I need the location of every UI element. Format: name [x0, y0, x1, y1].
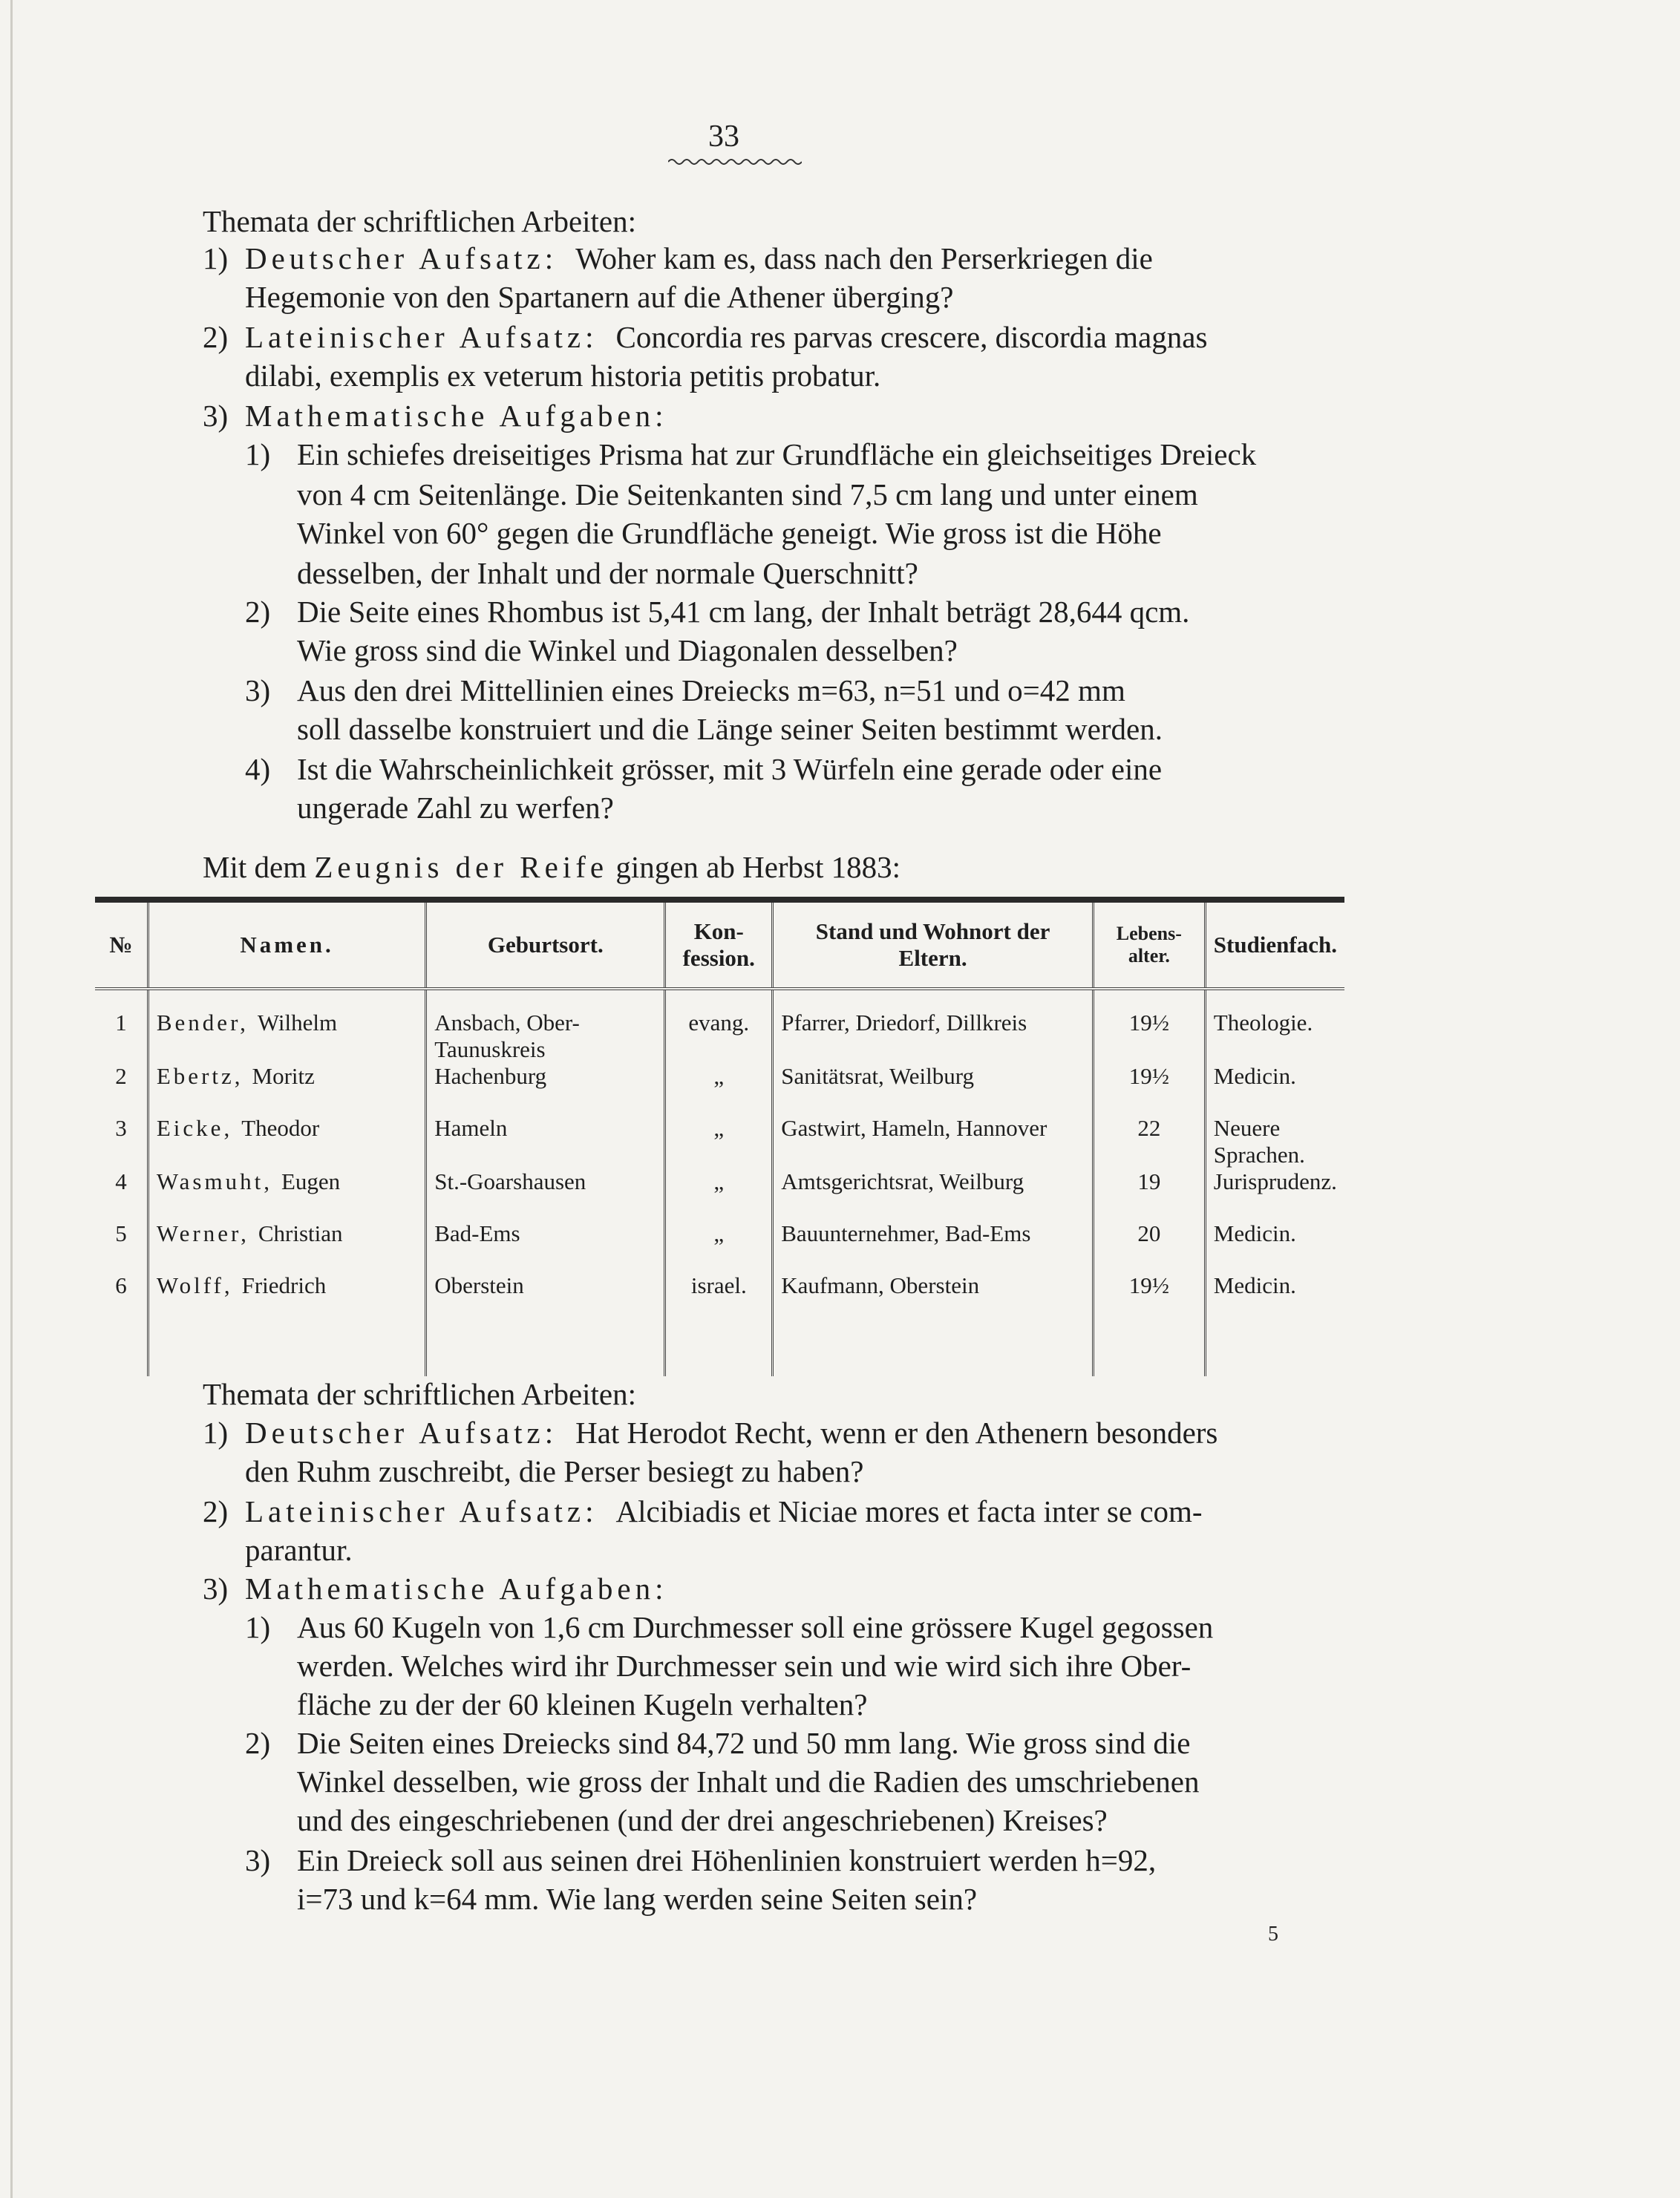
cell-birthplace: St.-Goarshausen: [426, 1168, 665, 1220]
col-nr: №: [95, 900, 148, 989]
cell-parents: Bauunternehmer, Bad-Ems: [773, 1220, 1094, 1272]
table-row: [95, 1168, 1344, 1220]
cell-age: 20: [1093, 1220, 1205, 1272]
cell-birthplace: Hachenburg: [426, 1063, 665, 1115]
table-row: [95, 989, 1344, 1063]
section1-item-number: 2): [203, 320, 229, 354]
cell-subject: Theologie.: [1205, 989, 1344, 1063]
section1-task-continuation: Wie gross sind die Winkel und Diagonalen desselben?: [297, 633, 958, 667]
cell-name: [148, 1168, 425, 1220]
cell-birthplace: Ansbach, Ober-Taunuskreis: [426, 989, 665, 1063]
section1-item-text: Concordia res parvas crescere, discordia magnas: [615, 320, 1208, 354]
cell-surname: Werner,: [156, 1220, 249, 1246]
section2-task-text: Aus 60 Kugeln von 1,6 cm Durchmesser soll eine grössere Kugel gegossen: [297, 1610, 1214, 1644]
section1-task-text: Aus den drei Mittellinien eines Dreiecks m=63, n=51 und o=42 mm: [297, 673, 1125, 707]
cell-surname: Wolff,: [156, 1272, 233, 1298]
cell-name: [148, 1272, 425, 1324]
empty-cell: [148, 1324, 425, 1376]
cell-surname: Ebertz,: [156, 1063, 243, 1089]
section2-item-continuation: parantur.: [245, 1533, 353, 1567]
cell-age: 19½: [1093, 989, 1205, 1063]
empty-cell: [426, 1324, 665, 1376]
cell-subject: Jurisprudenz.: [1205, 1168, 1344, 1220]
cell-birthplace: Hameln: [426, 1115, 665, 1168]
section1-item-label: Mathematische Aufgaben:: [245, 399, 668, 433]
section2-task-continuation: werden. Welches wird ihr Durchmesser sein und wie wird sich ihre Ober-: [297, 1649, 1192, 1683]
cell-given-name: Christian: [258, 1220, 343, 1246]
section1-item: [245, 243, 1153, 274]
cell-parents: Kaufmann, Oberstein: [773, 1272, 1094, 1324]
section1-task-number: 2): [245, 595, 271, 629]
section1-item-label: Deutscher Aufsatz:: [245, 241, 558, 275]
cell-confession: israel.: [665, 1272, 773, 1324]
section1-task-continuation: Winkel von 60° gegen die Grundfläche geneigt. Wie gross ist die Höhe: [297, 516, 1162, 550]
cell-given-name: Wilhelm: [257, 1010, 338, 1036]
section2-task-text: Die Seiten eines Dreiecks sind 84,72 und 50 mm lang. Wie gross sind die: [297, 1726, 1191, 1760]
cell-given-name: Eugen: [281, 1168, 341, 1194]
section2-task-continuation: i=73 und k=64 mm. Wie lang werden seine Seiten sein?: [297, 1882, 978, 1916]
intro-post: gingen ab Herbst 1883:: [615, 850, 901, 884]
section2-item-continuation: den Ruhm zuschreibt, die Perser besiegt zu haben?: [245, 1454, 864, 1488]
section2-item-label: Mathematische Aufgaben:: [245, 1571, 668, 1606]
cell-subject: Neuere Sprachen.: [1205, 1115, 1344, 1168]
cell-confession: „: [665, 1063, 773, 1115]
section2-item-label: Deutscher Aufsatz:: [245, 1416, 558, 1450]
section2-task-number: 3): [245, 1843, 271, 1877]
section2-item-text: Alcibiadis et Niciae mores et facta inter se com-: [615, 1494, 1203, 1528]
section1-item: [245, 401, 668, 431]
section2-task-text: Ein Dreieck soll aus seinen drei Höhenlinien konstruiert werden h=92,: [297, 1843, 1157, 1877]
table-row: [95, 1272, 1344, 1324]
table-body: [95, 989, 1344, 1376]
cell-name: [148, 1063, 425, 1115]
cell-parents: Gastwirt, Hameln, Hannover: [773, 1115, 1094, 1168]
section1-task-continuation: soll dasselbe konstruiert und die Länge seiner Seiten bestimmt werden.: [297, 712, 1163, 746]
col-name: Namen.: [148, 900, 425, 989]
cell-surname: Eicke,: [156, 1115, 233, 1141]
section2-heading: Themata der schriftlichen Arbeiten:: [203, 1377, 637, 1411]
cell-age: 19: [1093, 1168, 1205, 1220]
signature-mark: 5: [1268, 1923, 1278, 1946]
section2-task-continuation: und des eingeschriebenen (und der drei angeschriebenen) Kreises?: [297, 1803, 1108, 1837]
cell-birthplace: Bad-Ems: [426, 1220, 665, 1272]
cell-given-name: Theodor: [241, 1115, 320, 1141]
section2-item-number: 3): [203, 1571, 229, 1606]
section1-task-text: Ist die Wahrscheinlichkeit grösser, mit 3 Würfeln eine gerade oder eine: [297, 752, 1163, 786]
cell-parents: Sanitätsrat, Weilburg: [773, 1063, 1094, 1115]
cell-subject: Medicin.: [1205, 1063, 1344, 1115]
cell-surname: Wasmuht,: [156, 1168, 272, 1194]
empty-cell: [95, 1324, 148, 1376]
section2-task-continuation: fläche zu der der 60 kleinen Kugeln verhalten?: [297, 1687, 868, 1721]
page-number: 33: [708, 120, 739, 154]
section1-task-text: Die Seite eines Rhombus ist 5,41 cm lang, der Inhalt beträgt 28,644 qcm.: [297, 595, 1190, 629]
cell-given-name: Friedrich: [241, 1272, 327, 1298]
section1-item-text: Woher kam es, dass nach den Perserkriegen die: [575, 241, 1153, 275]
section1-task-number: 1): [245, 437, 271, 471]
table-row: [95, 1115, 1344, 1168]
cell-nr: 5: [115, 1220, 127, 1246]
section1-task-number: 4): [245, 752, 271, 786]
cell-parents: Pfarrer, Driedorf, Dillkreis: [773, 989, 1094, 1063]
graduates-table: [95, 897, 1344, 1376]
cell-surname: Bender,: [156, 1010, 249, 1036]
section2-task-number: 1): [245, 1610, 271, 1644]
cell-nr: 2: [115, 1063, 127, 1089]
section1-item: [245, 322, 1207, 353]
section1-task-continuation: von 4 cm Seitenlänge. Die Seitenkanten sind 7,5 cm lang und unter einem: [297, 477, 1198, 511]
table-header-row: [95, 900, 1344, 989]
empty-cell: [773, 1324, 1094, 1376]
cell-age: 22: [1093, 1115, 1205, 1168]
cell-confession: „: [665, 1220, 773, 1272]
graduates-intro: [203, 852, 901, 883]
col-confession: Kon-fession.: [665, 900, 773, 989]
section2-item-number: 2): [203, 1494, 229, 1528]
section2-item: [245, 1494, 1203, 1528]
cell-age: 19½: [1093, 1272, 1205, 1324]
page-number-ornament: [668, 157, 802, 166]
cell-nr: 3: [115, 1115, 127, 1141]
empty-cell: [1205, 1324, 1344, 1376]
section1-item-label: Lateinischer Aufsatz:: [245, 320, 598, 354]
section2-item-text: Hat Herodot Recht, wenn er den Athenern besonders: [575, 1416, 1218, 1450]
section1-heading: Themata der schriftlichen Arbeiten:: [203, 204, 637, 238]
cell-age: 19½: [1093, 1063, 1205, 1115]
section1-item-continuation: Hegemonie von den Spartanern auf die Athener überging?: [245, 280, 954, 314]
cell-nr: 4: [115, 1168, 127, 1194]
cell-confession: evang.: [665, 989, 773, 1063]
cell-nr: 6: [115, 1272, 127, 1298]
cell-nr: 1: [115, 1010, 127, 1036]
section1-item-continuation: dilabi, exemplis ex veterum historia petitis probatur.: [245, 359, 881, 393]
section2-task-continuation: Winkel desselben, wie gross der Inhalt und die Radien des umschriebenen: [297, 1764, 1200, 1799]
section1-item-number: 3): [203, 399, 229, 433]
section2-item-label: Lateinischer Aufsatz:: [245, 1494, 598, 1528]
section1-task-continuation: desselben, der Inhalt und der normale Querschnitt?: [297, 556, 918, 590]
col-subject: Studienfach.: [1205, 900, 1344, 989]
section1-item-number: 1): [203, 241, 229, 275]
empty-cell: [665, 1324, 773, 1376]
cell-name: [148, 1220, 425, 1272]
section2-item: [245, 1418, 1217, 1448]
col-parents: Stand und Wohnort der Eltern.: [773, 900, 1094, 989]
section2-item-number: 1): [203, 1416, 229, 1450]
cell-birthplace: Oberstein: [426, 1272, 665, 1324]
table-row: [95, 1063, 1344, 1115]
section2-task-number: 2): [245, 1726, 271, 1760]
table-spacer-row: [95, 1324, 1344, 1376]
empty-cell: [1093, 1324, 1205, 1376]
col-birthplace: Geburtsort.: [426, 900, 665, 989]
cell-subject: Medicin.: [1205, 1272, 1344, 1324]
cell-parents: Amtsgerichtsrat, Weilburg: [773, 1168, 1094, 1220]
table-row: [95, 1220, 1344, 1272]
intro-spaced: Zeugnis der Reife: [314, 850, 609, 884]
cell-subject: Medicin.: [1205, 1220, 1344, 1272]
intro-pre: Mit dem: [203, 850, 307, 884]
cell-name: [148, 989, 425, 1063]
section1-task-number: 3): [245, 673, 271, 707]
cell-confession: „: [665, 1115, 773, 1168]
section1-task-continuation: ungerade Zahl zu werfen?: [297, 791, 614, 825]
cell-given-name: Moritz: [252, 1063, 315, 1089]
cell-confession: „: [665, 1168, 773, 1220]
cell-name: [148, 1115, 425, 1168]
col-age: Lebens-alter.: [1093, 900, 1205, 989]
section2-item: [245, 1571, 668, 1606]
section1-task-text: Ein schiefes dreiseitiges Prisma hat zur Grundfläche ein gleichseitiges Dreieck: [297, 437, 1257, 471]
page-edge: [10, 0, 13, 2198]
